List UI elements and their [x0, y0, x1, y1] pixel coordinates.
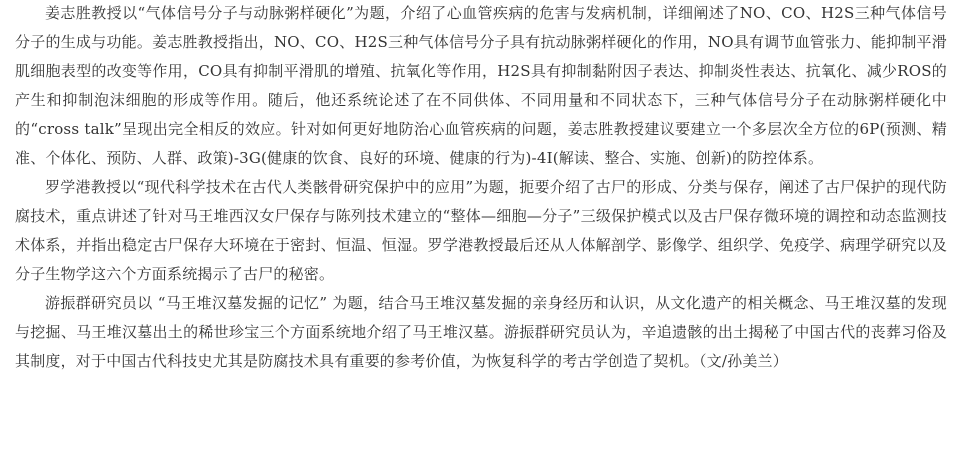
- article-paragraph: 姜志胜教授以“气体信号分子与动脉粥样硬化”为题，介绍了心血管疾病的危害与发病机制，详细阐述了NO、CO、H2S三种气体信号分子的生成与功能。姜志胜教授指出，NO、CO、H2S三种气体信号分子具有抗动脉粥样硬化的作用，NO具有调节血管张力、能抑制平滑肌细胞表型的改变等作用，CO具有抑制平滑肌的增殖、抗氧化等作用，H2S具有抑制黏附因子表达、抑制炎性表达、抗氧化、减少ROS的产生和抑制泡沫细胞的形成等作用。随后，他还系统论述了在不同供体、不同用量和不同状态下，三种气体信号分子在动脉粥样硬化中的“cross talk”呈现出完全相反的效应。针对如何更好地防治心血管疾病的问题，姜志胜教授建议要建立一个多层次全方位的6P(预测、精准、个体化、预防、人群、政策)-3G(健康的饮食、良好的环境、健康的行为)-4I(解读、整合、实施、创新)的防控体系。: [15, 4, 947, 167]
- article-paragraph: 罗学港教授以“现代科学技术在古代人类骸骨研究保护中的应用”为题，扼要介绍了古尸的形成、分类与保存，阐述了古尸保护的现代防腐技术，重点讲述了针对马王堆西汉女尸保存与陈列技术建立的“整体—细胞—分子”三级保护模式以及古尸保存微环境的调控和动态监测技术体系，并指出稳定古尸保存大环境在于密封、恒温、恒湿。罗学港教授最后还从人体解剖学、影像学、组织学、免疫学、病理学研究以及分子生物学这六个方面系统揭示了古尸的秘密。: [15, 178, 947, 283]
- article-paragraph: 游振群研究员以 “马王堆汉墓发掘的记忆” 为题，结合马王堆汉墓发掘的亲身经历和认识，从文化遗产的相关概念、马王堆汉墓的发现与挖掘、马王堆汉墓出土的稀世珍宝三个方面系统地介绍了马王堆汉墓。游振群研究员认为，辛追遗骸的出土揭秘了中国古代的丧葬习俗及其制度，对于中国古代科技史尤其是防腐技术具有重要的参考价值，为恢复科学的考古学创造了契机。（文/孙美兰）: [15, 294, 947, 370]
